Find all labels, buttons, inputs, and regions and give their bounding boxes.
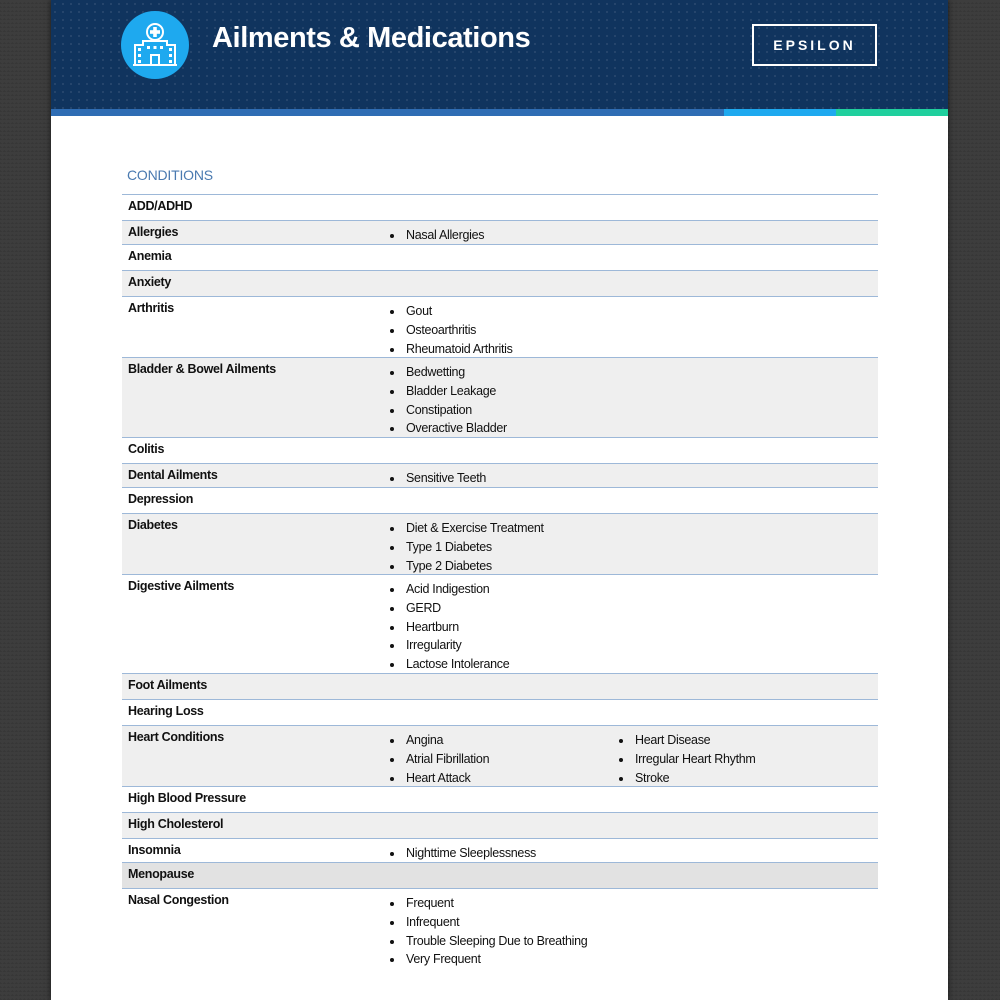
condition-row bbox=[122, 575, 878, 674]
condition-name: Colitis bbox=[128, 442, 165, 456]
list-item-label: Gout bbox=[406, 304, 432, 318]
list-item-label: Rheumatoid Arthritis bbox=[406, 341, 513, 356]
condition-row bbox=[122, 726, 878, 787]
list-item-label: GERD bbox=[406, 600, 441, 615]
condition-name: Diabetes bbox=[128, 518, 178, 532]
bullet-icon bbox=[390, 234, 394, 238]
list-item-label: Irregularity bbox=[406, 638, 462, 653]
condition-name: Bladder & Bowel Ailments bbox=[128, 362, 276, 376]
list-item bbox=[390, 731, 489, 750]
list-item-label: Atrial Fibrillation bbox=[406, 751, 490, 766]
condition-name: High Blood Pressure bbox=[128, 791, 246, 805]
bullet-icon bbox=[619, 777, 623, 781]
list-item bbox=[390, 519, 544, 538]
condition-row bbox=[122, 514, 878, 575]
list-item bbox=[390, 557, 544, 576]
list-item-label: Stroke bbox=[635, 770, 670, 785]
medication-list bbox=[390, 731, 489, 787]
condition-row bbox=[122, 488, 878, 514]
bullet-icon bbox=[390, 477, 394, 481]
list-item-label: Lactose Intolerance bbox=[406, 657, 510, 672]
medication-list bbox=[390, 302, 513, 358]
medication-list bbox=[390, 226, 484, 245]
condition-row bbox=[122, 787, 878, 813]
list-item bbox=[390, 302, 513, 321]
brand-logo: EPSILON bbox=[752, 24, 877, 66]
condition-row bbox=[122, 889, 878, 969]
bullet-icon bbox=[390, 852, 394, 856]
list-item bbox=[390, 636, 509, 655]
list-item bbox=[619, 731, 756, 750]
bullet-icon bbox=[390, 348, 394, 352]
list-item-label: Type 2 Diabetes bbox=[406, 558, 492, 573]
list-item bbox=[390, 618, 509, 637]
list-item-label: Nighttime Sleeplessness bbox=[406, 846, 536, 860]
page-title: Ailments & Medications bbox=[212, 22, 531, 54]
condition-row bbox=[122, 221, 878, 245]
condition-name: Insomnia bbox=[128, 843, 181, 857]
list-item bbox=[390, 950, 587, 969]
list-item-label: Diet & Exercise Treatment bbox=[406, 521, 544, 535]
list-item-label: Angina bbox=[406, 733, 444, 747]
condition-row bbox=[122, 297, 878, 358]
list-item-label: Heart Disease bbox=[635, 733, 711, 747]
list-item bbox=[390, 382, 507, 401]
bullet-icon bbox=[390, 758, 394, 762]
list-item-label: Constipation bbox=[406, 402, 472, 417]
medication-list bbox=[390, 363, 507, 438]
bullet-icon bbox=[390, 940, 394, 944]
bullet-icon bbox=[390, 527, 394, 531]
condition-row bbox=[122, 438, 878, 464]
condition-name: Anemia bbox=[128, 249, 172, 263]
bullet-icon bbox=[390, 588, 394, 592]
list-item-label: Heart Attack bbox=[406, 770, 471, 785]
list-item-label: Very Frequent bbox=[406, 952, 481, 967]
medication-list bbox=[390, 580, 509, 674]
condition-row bbox=[122, 674, 878, 700]
list-item bbox=[619, 769, 756, 788]
list-item bbox=[390, 894, 587, 913]
list-item bbox=[390, 769, 489, 788]
condition-name: Anxiety bbox=[128, 275, 172, 289]
condition-name: Heart Conditions bbox=[128, 730, 224, 744]
bullet-icon bbox=[390, 310, 394, 314]
header-stripe-light-blue bbox=[724, 109, 836, 116]
condition-name: Menopause bbox=[128, 867, 195, 881]
header-stripe-teal bbox=[836, 109, 948, 116]
list-item-label: Nasal Allergies bbox=[406, 228, 485, 242]
list-item bbox=[390, 340, 513, 359]
list-item-label: Trouble Sleeping Due to Breathing bbox=[406, 933, 588, 948]
bullet-icon bbox=[390, 607, 394, 611]
list-item-label: Heartburn bbox=[406, 619, 459, 634]
bullet-icon bbox=[390, 329, 394, 333]
condition-row bbox=[122, 839, 878, 863]
bullet-icon bbox=[390, 427, 394, 431]
bullet-icon bbox=[390, 663, 394, 667]
bullet-icon bbox=[619, 739, 623, 743]
list-item bbox=[390, 844, 536, 863]
list-item bbox=[390, 321, 513, 340]
list-item-label: Type 1 Diabetes bbox=[406, 539, 492, 554]
condition-row bbox=[122, 813, 878, 839]
condition-name: Nasal Congestion bbox=[128, 893, 229, 907]
list-item-label: Acid Indigestion bbox=[406, 582, 490, 596]
page-header bbox=[51, 0, 948, 109]
list-item bbox=[390, 469, 486, 488]
bullet-icon bbox=[390, 390, 394, 394]
condition-row bbox=[122, 358, 878, 438]
header-stripe-blue bbox=[51, 109, 724, 116]
condition-name: Allergies bbox=[128, 225, 179, 239]
list-item bbox=[390, 363, 507, 382]
bullet-icon bbox=[390, 902, 394, 906]
medication-list bbox=[619, 731, 756, 787]
condition-name: ADD/ADHD bbox=[128, 199, 193, 213]
list-item-label: Bedwetting bbox=[406, 365, 465, 379]
condition-name: Foot Ailments bbox=[128, 678, 207, 692]
condition-name: Hearing Loss bbox=[128, 704, 204, 718]
medication-list bbox=[390, 469, 486, 488]
bullet-icon bbox=[390, 739, 394, 743]
list-item-label: Infrequent bbox=[406, 914, 460, 929]
list-item bbox=[390, 538, 544, 557]
medication-list bbox=[390, 894, 587, 969]
document-page bbox=[51, 0, 948, 1000]
list-item bbox=[390, 599, 509, 618]
bullet-icon bbox=[390, 565, 394, 569]
medication-list bbox=[390, 519, 544, 575]
bullet-icon bbox=[390, 409, 394, 413]
conditions-table bbox=[122, 195, 878, 969]
bullet-icon bbox=[390, 546, 394, 550]
section-title: CONDITIONS bbox=[127, 167, 213, 183]
bullet-icon bbox=[390, 644, 394, 648]
list-item bbox=[619, 750, 756, 769]
list-item-label: Overactive Bladder bbox=[406, 421, 507, 436]
list-item bbox=[390, 750, 489, 769]
list-item bbox=[390, 655, 509, 674]
hospital-icon bbox=[121, 11, 189, 79]
list-item-label: Frequent bbox=[406, 896, 454, 910]
list-item bbox=[390, 932, 587, 951]
condition-name: Depression bbox=[128, 492, 194, 506]
condition-name: High Cholesterol bbox=[128, 817, 224, 831]
medication-list bbox=[390, 844, 536, 863]
list-item-label: Irregular Heart Rhythm bbox=[635, 751, 756, 766]
bullet-icon bbox=[619, 758, 623, 762]
bullet-icon bbox=[390, 921, 394, 925]
bullet-icon bbox=[390, 626, 394, 630]
list-item bbox=[390, 580, 509, 599]
list-item-label: Bladder Leakage bbox=[406, 383, 497, 398]
list-item bbox=[390, 419, 507, 438]
list-item bbox=[390, 913, 587, 932]
list-item bbox=[390, 226, 484, 245]
condition-name: Digestive Ailments bbox=[128, 579, 234, 593]
condition-row bbox=[122, 195, 878, 221]
list-item-label: Sensitive Teeth bbox=[406, 471, 487, 485]
list-item bbox=[390, 401, 507, 420]
bullet-icon bbox=[390, 371, 394, 375]
condition-row bbox=[122, 863, 878, 889]
condition-row bbox=[122, 464, 878, 488]
list-item-label: Osteoarthritis bbox=[406, 322, 477, 337]
condition-row bbox=[122, 271, 878, 297]
bullet-icon bbox=[390, 777, 394, 781]
bullet-icon bbox=[390, 958, 394, 962]
condition-name: Arthritis bbox=[128, 301, 174, 315]
condition-name: Dental Ailments bbox=[128, 468, 218, 482]
condition-row bbox=[122, 700, 878, 726]
condition-row bbox=[122, 245, 878, 271]
